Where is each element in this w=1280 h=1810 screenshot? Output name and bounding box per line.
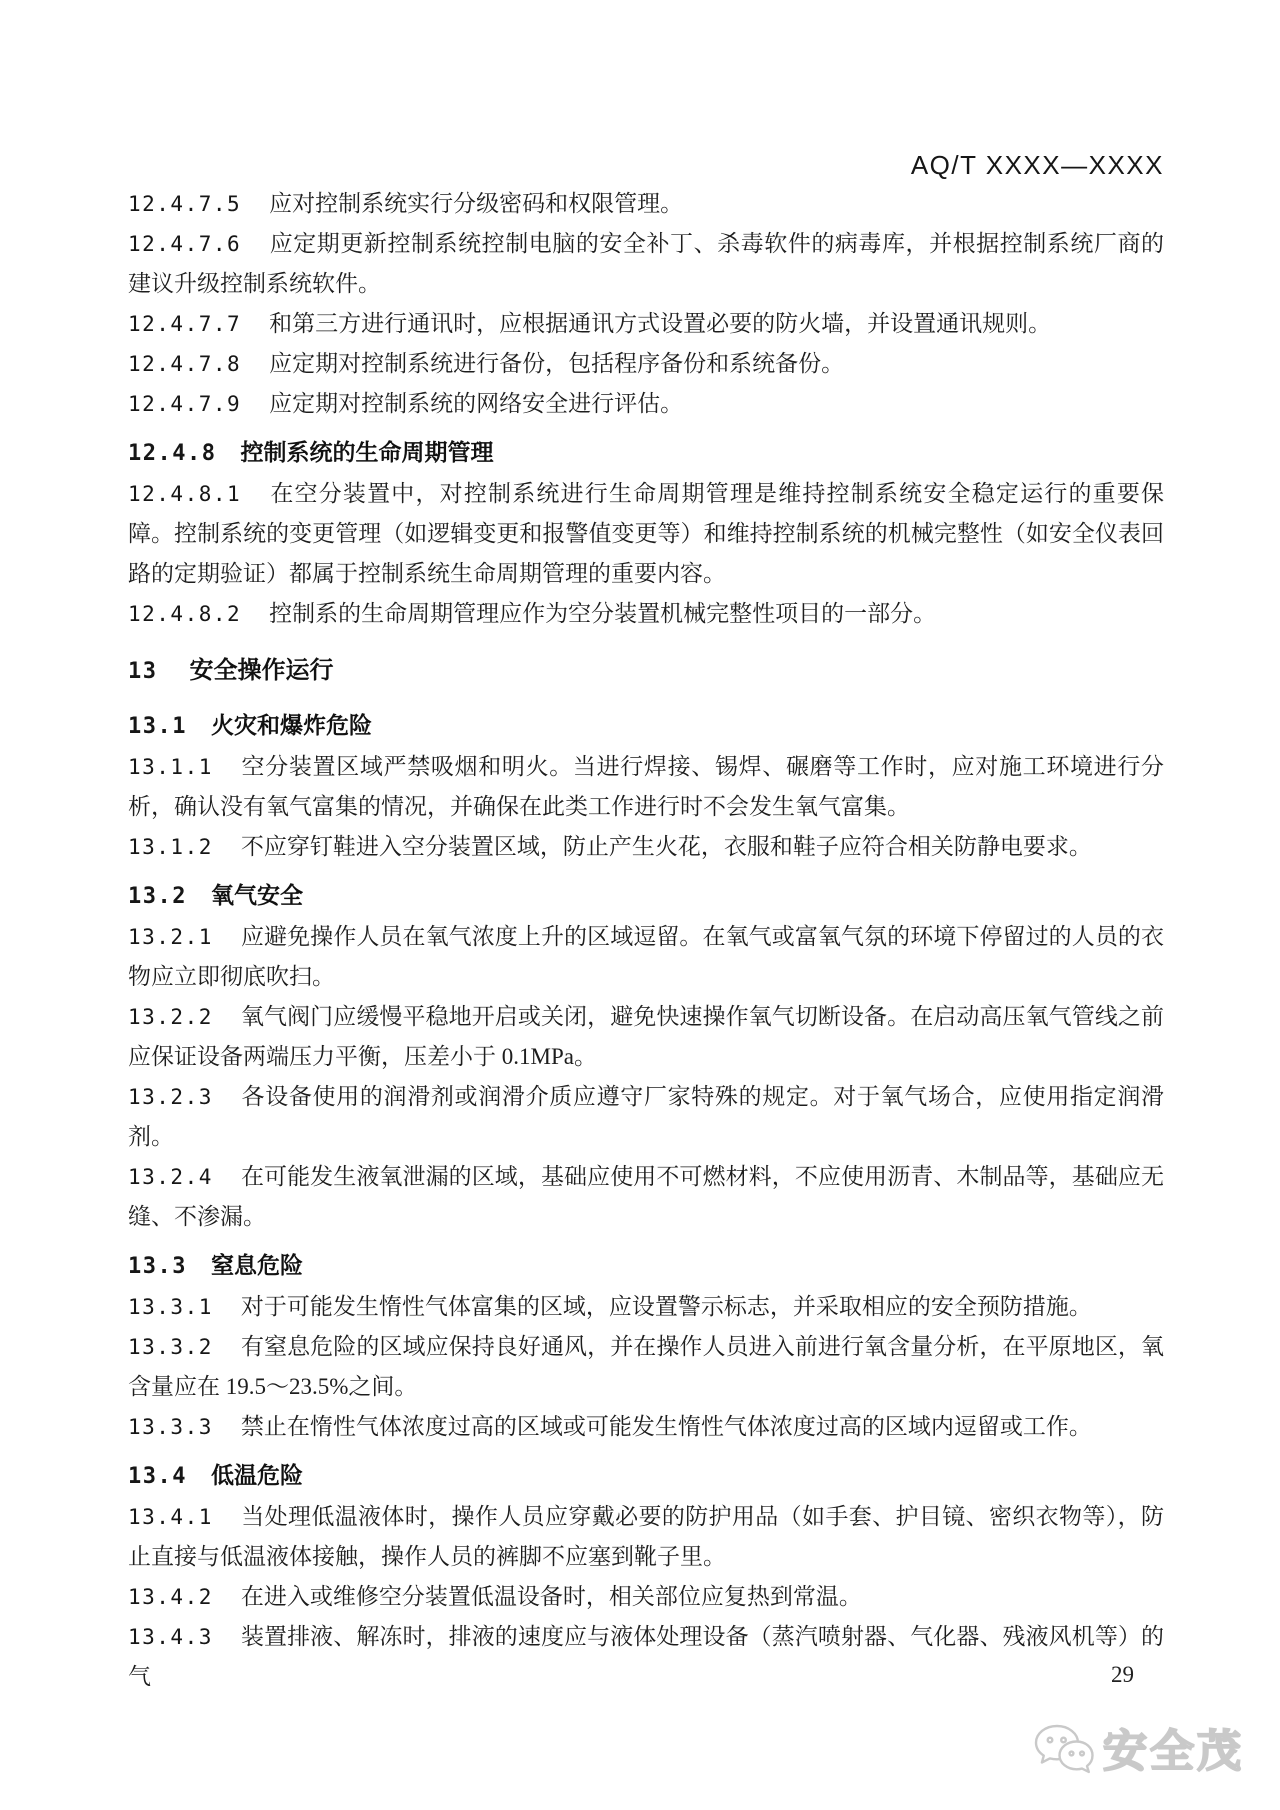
clause-paragraph — [128, 594, 1164, 634]
clause-number: 13.4.3 — [128, 1625, 213, 1649]
clause-text: 禁止在惰性气体浓度过高的区域或可能发生惰性气体浓度过高的区域内逗留或工作。 — [240, 1414, 1092, 1439]
clause-paragraph — [128, 917, 1164, 997]
section-heading — [128, 650, 1164, 693]
clause-number: 13 — [128, 659, 158, 684]
clause-paragraph — [128, 747, 1164, 827]
document-body — [128, 184, 1164, 1697]
subsection-heading — [128, 705, 1164, 747]
clause-number: 13.4.2 — [128, 1585, 213, 1609]
standard-code-header: AQ/T XXXX—XXXX — [910, 150, 1164, 180]
subsection-heading — [128, 1455, 1164, 1497]
clause-text: 有窒息危险的区域应保持良好通风，并在操作人员进入前进行氧含量分析，在平原地区，氧含量应在 19.5～23.5%之间。 — [128, 1334, 1164, 1399]
heading-text: 控制系统的生命周期管理 — [240, 439, 494, 465]
clause-paragraph — [128, 1617, 1164, 1697]
clause-paragraph — [128, 1497, 1164, 1577]
clause-number: 13.2.2 — [128, 1005, 213, 1029]
clause-paragraph — [128, 1287, 1164, 1327]
clause-text: 和第三方进行通讯时，应根据通讯方式设置必要的防火墙，并设置通讯规则。 — [269, 311, 1052, 336]
clause-paragraph — [128, 344, 1164, 384]
heading-text: 窒息危险 — [210, 1252, 303, 1278]
clause-number: 13.1.1 — [128, 755, 213, 779]
clause-number: 13.3 — [128, 1254, 187, 1279]
clause-text: 对于可能发生惰性气体富集的区域，应设置警示标志，并采取相应的安全预防措施。 — [240, 1294, 1092, 1319]
clause-number: 12.4.7.9 — [128, 392, 242, 416]
heading-text: 氧气安全 — [210, 882, 303, 908]
subsection-heading — [128, 1245, 1164, 1287]
clause-number: 13.3.2 — [128, 1335, 213, 1359]
clause-paragraph — [128, 304, 1164, 344]
clause-paragraph — [128, 1157, 1164, 1237]
clause-number: 13.2 — [128, 884, 187, 909]
wechat-chat-bubbles-icon — [1033, 1722, 1095, 1781]
clause-paragraph — [128, 1577, 1164, 1617]
clause-number: 13.3.3 — [128, 1415, 213, 1439]
clause-text: 控制系的生命周期管理应作为空分装置机械完整性项目的一部分。 — [269, 601, 937, 626]
clause-text: 当处理低温液体时，操作人员应穿戴必要的防护用品（如手套、护目镜、密织衣物等），防止直接与低温液体接触，操作人员的裤脚不应塞到靴子里。 — [128, 1504, 1164, 1569]
watermark-brand-text: 安全茂 — [1103, 1726, 1244, 1776]
clause-number: 12.4.7.7 — [128, 312, 242, 336]
clause-text: 应避免操作人员在氧气浓度上升的区域逗留。在氧气或富氧气氛的环境下停留过的人员的衣物应立即彻底吹扫。 — [128, 924, 1164, 989]
clause-text: 应对控制系统实行分级密码和权限管理。 — [269, 191, 684, 216]
clause-number: 12.4.8.1 — [128, 482, 242, 506]
heading-text: 安全操作运行 — [189, 657, 334, 684]
clause-text: 应定期对控制系统进行备份，包括程序备份和系统备份。 — [269, 351, 845, 376]
clause-paragraph — [128, 827, 1164, 867]
subsection-heading — [128, 875, 1164, 917]
subsection-heading — [128, 432, 1164, 474]
clause-number: 13.2.1 — [128, 925, 213, 949]
clause-text: 在进入或维修空分装置低温设备时，相关部位应复热到常温。 — [240, 1584, 862, 1609]
clause-paragraph — [128, 997, 1164, 1077]
clause-text: 在空分装置中，对控制系统进行生命周期管理是维持控制系统安全稳定运行的重要保障。控制系统的变更管理（如逻辑变更和报警值变更等）和维持控制系统的机械完整性（如安全仪表回路的定期验证）都属于控制系统生命周期管理的重要内容。 — [128, 481, 1164, 586]
page-number: 29 — [1111, 1662, 1134, 1687]
clause-text: 装置排液、解冻时，排液的速度应与液体处理设备（蒸汽喷射器、气化器、残液风机等）的气 — [128, 1624, 1164, 1689]
clause-paragraph — [128, 1327, 1164, 1407]
clause-paragraph — [128, 1077, 1164, 1157]
clause-text: 不应穿钉鞋进入空分装置区域，防止产生火花，衣服和鞋子应符合相关防静电要求。 — [240, 834, 1092, 859]
clause-text: 各设备使用的润滑剂或润滑介质应遵守厂家特殊的规定。对于氧气场合，应使用指定润滑剂。 — [128, 1084, 1164, 1149]
clause-text: 氧气阀门应缓慢平稳地开启或关闭，避免快速操作氧气切断设备。在启动高压氧气管线之前应保证设备两端压力平衡，压差小于 0.1MPa。 — [128, 1004, 1164, 1069]
clause-paragraph — [128, 384, 1164, 424]
clause-number: 13.4.1 — [128, 1505, 213, 1529]
heading-text: 低温危险 — [210, 1462, 303, 1488]
clause-number: 13.2.3 — [128, 1085, 213, 1109]
clause-number: 12.4.7.5 — [128, 192, 242, 216]
clause-number: 12.4.7.8 — [128, 352, 242, 376]
clause-number: 13.1.2 — [128, 835, 213, 859]
clause-paragraph — [128, 474, 1164, 594]
heading-text: 火灾和爆炸危险 — [210, 712, 372, 738]
clause-number: 13.4 — [128, 1464, 187, 1489]
clause-paragraph — [128, 184, 1164, 224]
clause-paragraph — [128, 224, 1164, 304]
clause-text: 在可能发生液氧泄漏的区域，基础应使用不可燃材料，不应使用沥青、木制品等，基础应无缝、不渗漏。 — [128, 1164, 1164, 1229]
clause-number: 13.3.1 — [128, 1295, 213, 1319]
clause-text: 应定期更新控制系统控制电脑的安全补丁、杀毒软件的病毒库，并根据控制系统厂商的建议升级控制系统软件。 — [128, 231, 1164, 296]
watermark — [1033, 1722, 1244, 1781]
clause-number: 13.1 — [128, 714, 187, 739]
clause-number: 12.4.8 — [128, 441, 217, 466]
clause-number: 12.4.7.6 — [128, 232, 242, 256]
clause-text: 空分装置区域严禁吸烟和明火。当进行焊接、锡焊、碾磨等工作时，应对施工环境进行分析，确认没有氧气富集的情况，并确保在此类工作进行时不会发生氧气富集。 — [128, 754, 1164, 819]
clause-number: 13.2.4 — [128, 1165, 213, 1189]
clause-paragraph — [128, 1407, 1164, 1447]
clause-number: 12.4.8.2 — [128, 602, 242, 626]
clause-text: 应定期对控制系统的网络安全进行评估。 — [269, 391, 684, 416]
